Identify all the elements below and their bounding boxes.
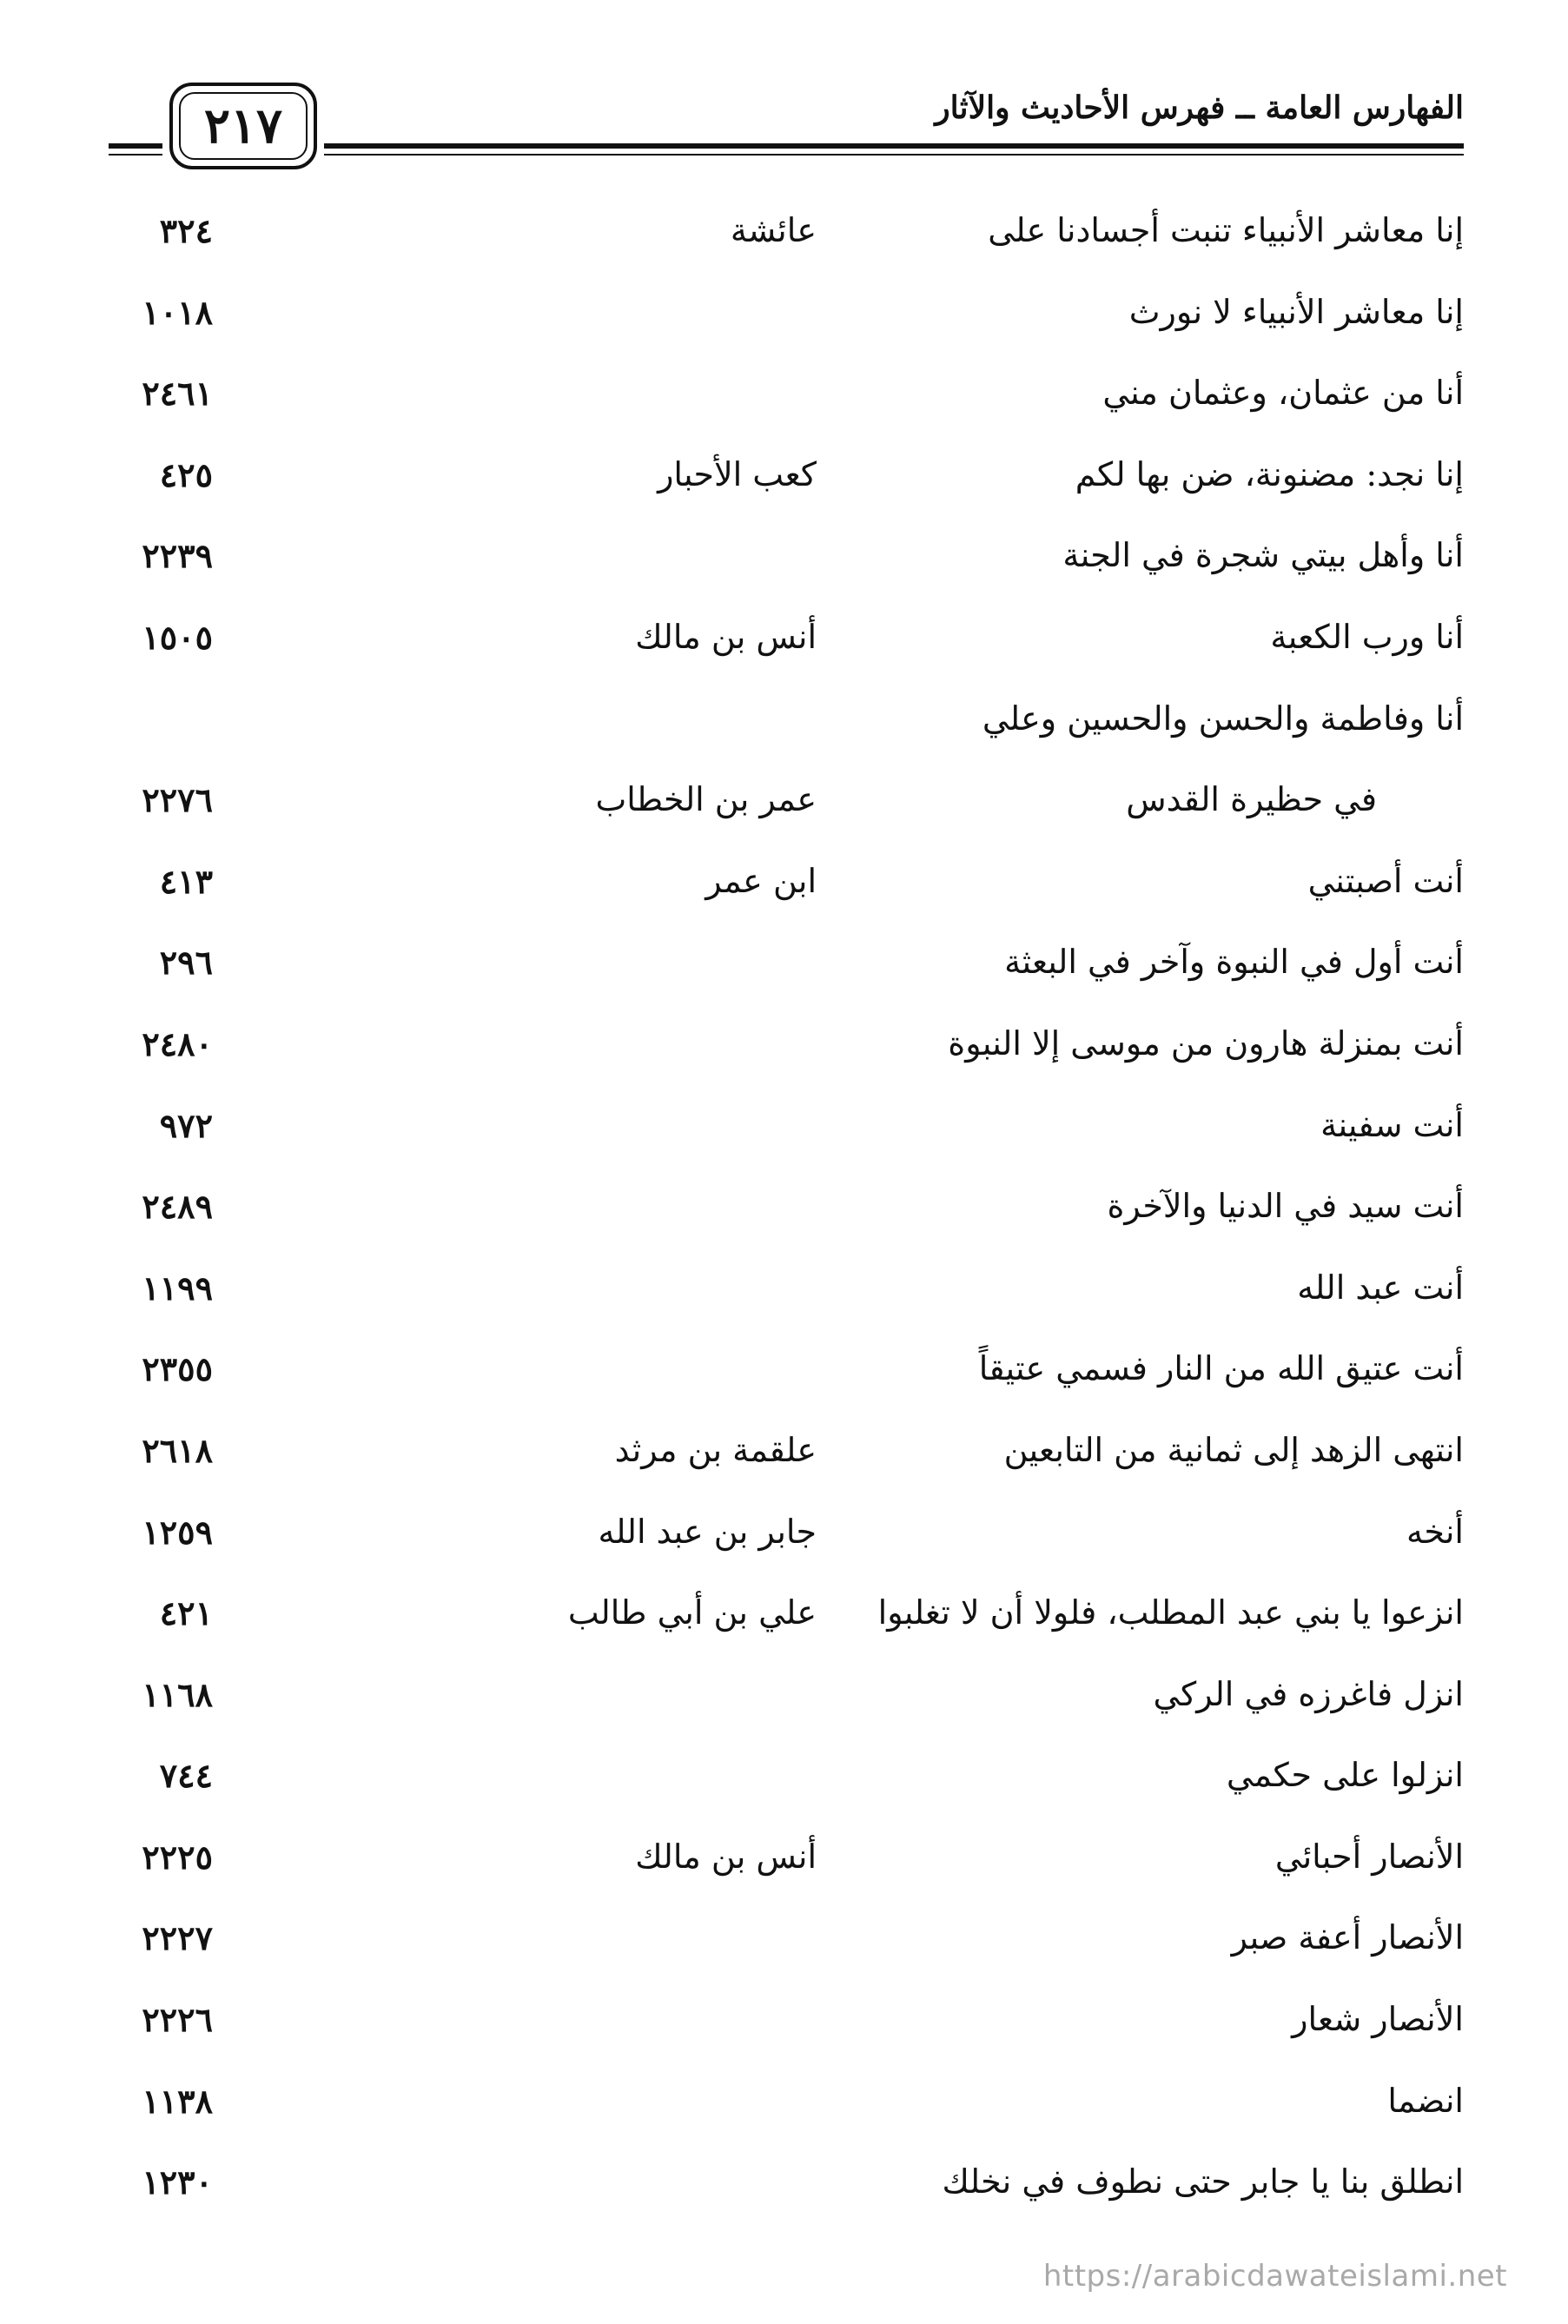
- index-entry-row: [109, 2066, 1464, 2148]
- index-entry-row: [109, 846, 1464, 928]
- hadith-number: ١٠١٨: [142, 292, 213, 332]
- index-entry-row: [109, 358, 1464, 440]
- hadith-number: ١١٩٩: [142, 1268, 213, 1308]
- narrator-name: جابر بن عبد الله: [598, 1512, 817, 1551]
- running-title: الفهارس العامة ــ فهرس الأحاديث والآثار: [935, 89, 1464, 126]
- hadith-text: انطلق بنا يا جابر حتى نطوف في نخلك: [942, 2162, 1464, 2202]
- index-entry-row: [109, 1740, 1464, 1822]
- index-entry-row: [109, 1334, 1464, 1415]
- narrator-name: علقمة بن مرثد: [614, 1430, 817, 1469]
- hadith-number: ٤١٣: [159, 861, 213, 901]
- hadith-text: أنت سيد في الدنيا والآخرة: [1107, 1187, 1464, 1226]
- hadith-number: ٢٢٢٧: [142, 1918, 213, 1958]
- page-number: ٢١٧: [179, 92, 308, 160]
- hadith-text: أنت أصبتني: [1307, 861, 1464, 900]
- narrator-name: عمر بن الخطاب: [595, 780, 817, 819]
- index-entry-row: [109, 1659, 1464, 1741]
- hadith-index-list: [109, 195, 1464, 2228]
- hadith-number: ٢٢٢٥: [142, 1837, 213, 1877]
- hadith-text: أنت بمنزلة هارون من موسى إلا النبوة: [948, 1023, 1464, 1063]
- hadith-text: الأنصار أحبائي: [1274, 1837, 1464, 1876]
- hadith-text: في حظيرة القدس: [1126, 780, 1377, 819]
- hadith-text: انضما: [1387, 2081, 1464, 2120]
- hadith-number: ١٥٠٥: [142, 617, 213, 657]
- hadith-text: أنا ورب الكعبة: [1270, 617, 1464, 656]
- hadith-text: إنا معاشر الأنبياء تنبت أجسادنا على: [988, 211, 1464, 249]
- narrator-name: ابن عمر: [705, 861, 817, 900]
- index-entry-row: [109, 195, 1464, 277]
- hadith-number: ٤٢١: [159, 1593, 213, 1633]
- index-entry-row: [109, 440, 1464, 521]
- hadith-number: ١١٦٨: [142, 1674, 213, 1714]
- index-entry-row: [109, 684, 1464, 765]
- hadith-text: الأنصار أعفة صبر: [1231, 1918, 1464, 1957]
- hadith-number: ٢٩٦: [159, 943, 213, 983]
- hadith-number: ٢٦١٨: [142, 1430, 213, 1470]
- index-entry-row: [109, 1090, 1464, 1172]
- narrator-name: أنس بن مالك: [635, 617, 817, 656]
- hadith-number: ٢٤٨٩: [142, 1187, 213, 1227]
- hadith-text: أنخه: [1406, 1512, 1464, 1551]
- hadith-text: أنا وأهل بيتي شجرة في الجنة: [1062, 536, 1464, 575]
- hadith-text: إنا معاشر الأنبياء لا نورث: [1128, 292, 1464, 331]
- index-entry-row: [109, 1822, 1464, 1904]
- hadith-text: أنت سفينة: [1320, 1105, 1464, 1144]
- hadith-text: انزلوا على حكمي: [1226, 1756, 1464, 1795]
- hadith-number: ٧٤٤: [159, 1756, 213, 1796]
- index-entry-row: [109, 602, 1464, 684]
- index-entry-row: [109, 927, 1464, 1009]
- hadith-text: انزعوا يا بني عبد المطلب، فلولا أن لا تغلبوا: [877, 1593, 1464, 1632]
- hadith-number: ٢٢٣٩: [142, 536, 213, 576]
- narrator-name: أنس بن مالك: [635, 1837, 817, 1876]
- hadith-number: ١٢٣٠: [142, 2162, 213, 2202]
- narrator-name: علي بن أبي طالب: [567, 1593, 817, 1632]
- hadith-text: أنا وفاطمة والحسن والحسين وعلي: [982, 699, 1464, 738]
- hadith-number: ٢٢٧٦: [142, 780, 213, 820]
- page-header: [109, 83, 1464, 178]
- hadith-text: أنت عتيق الله من النار فسمي عتيقاً: [978, 1349, 1464, 1388]
- index-entry-row: [109, 765, 1464, 846]
- index-entry-row: [109, 1497, 1464, 1579]
- hadith-number: ٢٤٦١: [142, 374, 213, 414]
- hadith-text: أنت عبد الله: [1297, 1268, 1464, 1307]
- index-entry-row: [109, 1984, 1464, 2066]
- index-entry-row: [109, 2147, 1464, 2228]
- hadith-text: انتهى الزهد إلى ثمانية من التابعين: [1003, 1430, 1464, 1469]
- hadith-text: أنا من عثمان، وعثمان مني: [1102, 374, 1464, 413]
- index-entry-row: [109, 1171, 1464, 1253]
- narrator-name: كعب الأحبار: [658, 454, 817, 493]
- hadith-number: ١١٣٨: [142, 2081, 213, 2121]
- hadith-number: ٣٢٤: [159, 211, 213, 250]
- index-entry-row: [109, 1009, 1464, 1090]
- hadith-number: ٩٧٢: [159, 1105, 213, 1145]
- index-entry-row: [109, 520, 1464, 602]
- index-entry-row: [109, 1903, 1464, 1984]
- index-entry-row: [109, 1578, 1464, 1659]
- index-entry-row: [109, 1415, 1464, 1497]
- index-entry-row: [109, 277, 1464, 359]
- hadith-number: ٢٢٢٦: [142, 2000, 213, 2040]
- hadith-text: الأنصار شعار: [1292, 2000, 1464, 2039]
- source-watermark: https://arabicdawateislami.net: [1042, 2259, 1507, 2294]
- index-entry-row: [109, 1253, 1464, 1334]
- hadith-text: انزل فاغرزه في الركي: [1153, 1674, 1464, 1713]
- hadith-number: ٢٤٨٠: [142, 1023, 213, 1063]
- hadith-text: إنا نجد: مضنونة، ضن بها لكم: [1075, 454, 1464, 493]
- page-number-frame: [169, 83, 317, 169]
- hadith-number: ٢٣٥٥: [142, 1349, 213, 1389]
- hadith-number: ١٢٥٩: [142, 1512, 213, 1552]
- hadith-text: أنت أول في النبوة وآخر في البعثة: [1004, 943, 1464, 982]
- narrator-name: عائشة: [730, 211, 817, 249]
- hadith-number: ٤٢٥: [159, 454, 213, 494]
